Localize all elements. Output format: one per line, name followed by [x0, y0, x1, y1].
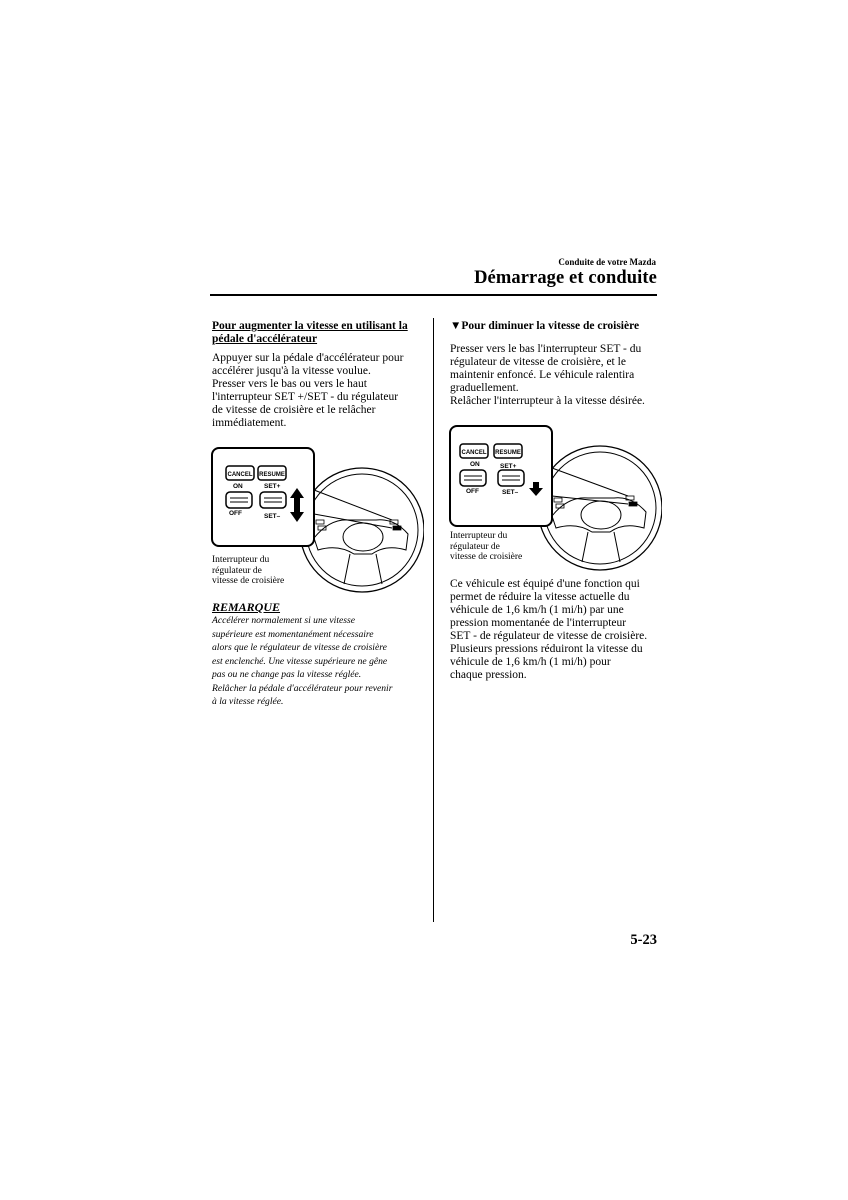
off-label: OFF [229, 510, 242, 517]
note-line: Relâcher la pédale d'accélérateur pour revenir [212, 682, 393, 694]
steering-wheel-center [581, 501, 621, 529]
page-number: 5-23 [630, 932, 657, 948]
down-triangle-icon: ▼ [450, 320, 462, 332]
note-line: alors que le régulateur de vitesse de croisière [212, 642, 387, 653]
set-minus-label: SET– [264, 513, 281, 520]
right-body-line: Presser vers le bas l'interrupteur SET - du [450, 343, 642, 355]
caption-line: régulateur de [450, 541, 500, 552]
left-body-line: Presser vers le bas ou vers le haut [212, 378, 367, 390]
right-subheading [450, 320, 660, 333]
header-rule [210, 294, 657, 296]
wheel-switch-right [629, 502, 637, 506]
right-body-line: Plusieurs pressions réduiront la vitesse du [450, 643, 643, 655]
right-body-line: véhicule de 1,6 km/h (1 mi/h) par une [450, 604, 624, 616]
set-switch [498, 470, 524, 486]
set-switch [260, 492, 286, 508]
wheel-switch-left [316, 520, 324, 524]
left-body-line: Appuyer sur la pédale d'accélérateur pour [212, 352, 404, 364]
column-divider [433, 318, 434, 922]
note-line: est enclenché. Une vitesse supérieure ne gêne [212, 655, 388, 667]
left-subheading [212, 320, 422, 346]
section-name: Conduite de votre Mazda [558, 257, 656, 267]
right-subheading-text: Pour diminuer la vitesse de croisière [461, 320, 640, 332]
left-body-line: de vitesse de croisière et le relâcher [212, 404, 376, 416]
on-off-switch [460, 470, 486, 486]
note-line: pas ou ne change pas la vitesse réglée. [212, 669, 362, 680]
left-subheading-line: Pour augmenter la vitesse en utilisant la [212, 320, 408, 332]
caption-line: régulateur de [212, 565, 262, 576]
note-line: Accélérer normalement si une vitesse [212, 615, 355, 626]
cancel-label: CANCEL [461, 450, 487, 456]
on-label: ON [470, 461, 480, 468]
caption-line: vitesse de croisière [212, 576, 285, 586]
right-body-line: chaque pression. [450, 669, 527, 681]
right-body-line: SET - de régulateur de vitesse de croisière. [450, 630, 648, 642]
right-figure-caption [450, 531, 660, 563]
steering-wheel-center [343, 523, 383, 551]
resume-label: RESUME [495, 450, 521, 456]
left-body-line: accélérer jusqu'à la vitesse voulue. [212, 365, 371, 377]
note-heading: REMARQUE [212, 600, 281, 614]
caption-line: Interrupteur du [212, 555, 270, 565]
page-title: Démarrage et conduite [474, 268, 657, 288]
note-body [212, 614, 422, 709]
wheel-switch-right [393, 526, 401, 530]
left-figure-caption [212, 555, 422, 587]
left-subheading-line: pédale d'accélérateur [212, 333, 318, 345]
right-body-line: graduellement. [450, 382, 519, 394]
right-body-line: Ce véhicule est équipé d'une fonction qui [450, 578, 640, 590]
note-line: supérieure est momentanément nécessaire [212, 628, 374, 640]
right-body-line: véhicule de 1,6 km/h (1 mi/h) pour [450, 656, 611, 668]
right-body [450, 343, 660, 408]
right-body-2 [450, 578, 660, 682]
right-body-line: permet de réduire la vitesse actuelle du [450, 591, 630, 603]
right-body-line: régulateur de vitesse de croisière, et le [450, 356, 626, 368]
set-plus-label: SET+ [264, 483, 281, 490]
resume-label: RESUME [259, 472, 285, 478]
left-body [212, 352, 422, 430]
right-body-line: pression momentanée de l'interrupteur [450, 617, 627, 629]
callout-line [552, 468, 628, 496]
callout-line [314, 490, 392, 520]
set-minus-label: SET– [502, 489, 519, 496]
left-body-line: l'interrupteur SET +/SET - du régulateur [212, 391, 399, 403]
cancel-label: CANCEL [227, 472, 253, 478]
caption-line: vitesse de croisière [450, 552, 523, 562]
right-body-line: maintenir enfoncé. Le véhicule ralentira [450, 369, 635, 381]
off-label: OFF [466, 488, 479, 495]
left-body-line: immédiatement. [212, 417, 287, 429]
on-off-switch [226, 492, 252, 508]
set-plus-label: SET+ [500, 463, 517, 470]
note-line: à la vitesse réglée. [212, 696, 284, 707]
steering-wheel-hub [314, 520, 408, 554]
caption-line: Interrupteur du [450, 531, 508, 541]
right-body-line: Relâcher l'interrupteur à la vitesse désirée. [450, 395, 645, 407]
on-label: ON [233, 483, 243, 490]
wheel-switch-left [554, 498, 562, 502]
